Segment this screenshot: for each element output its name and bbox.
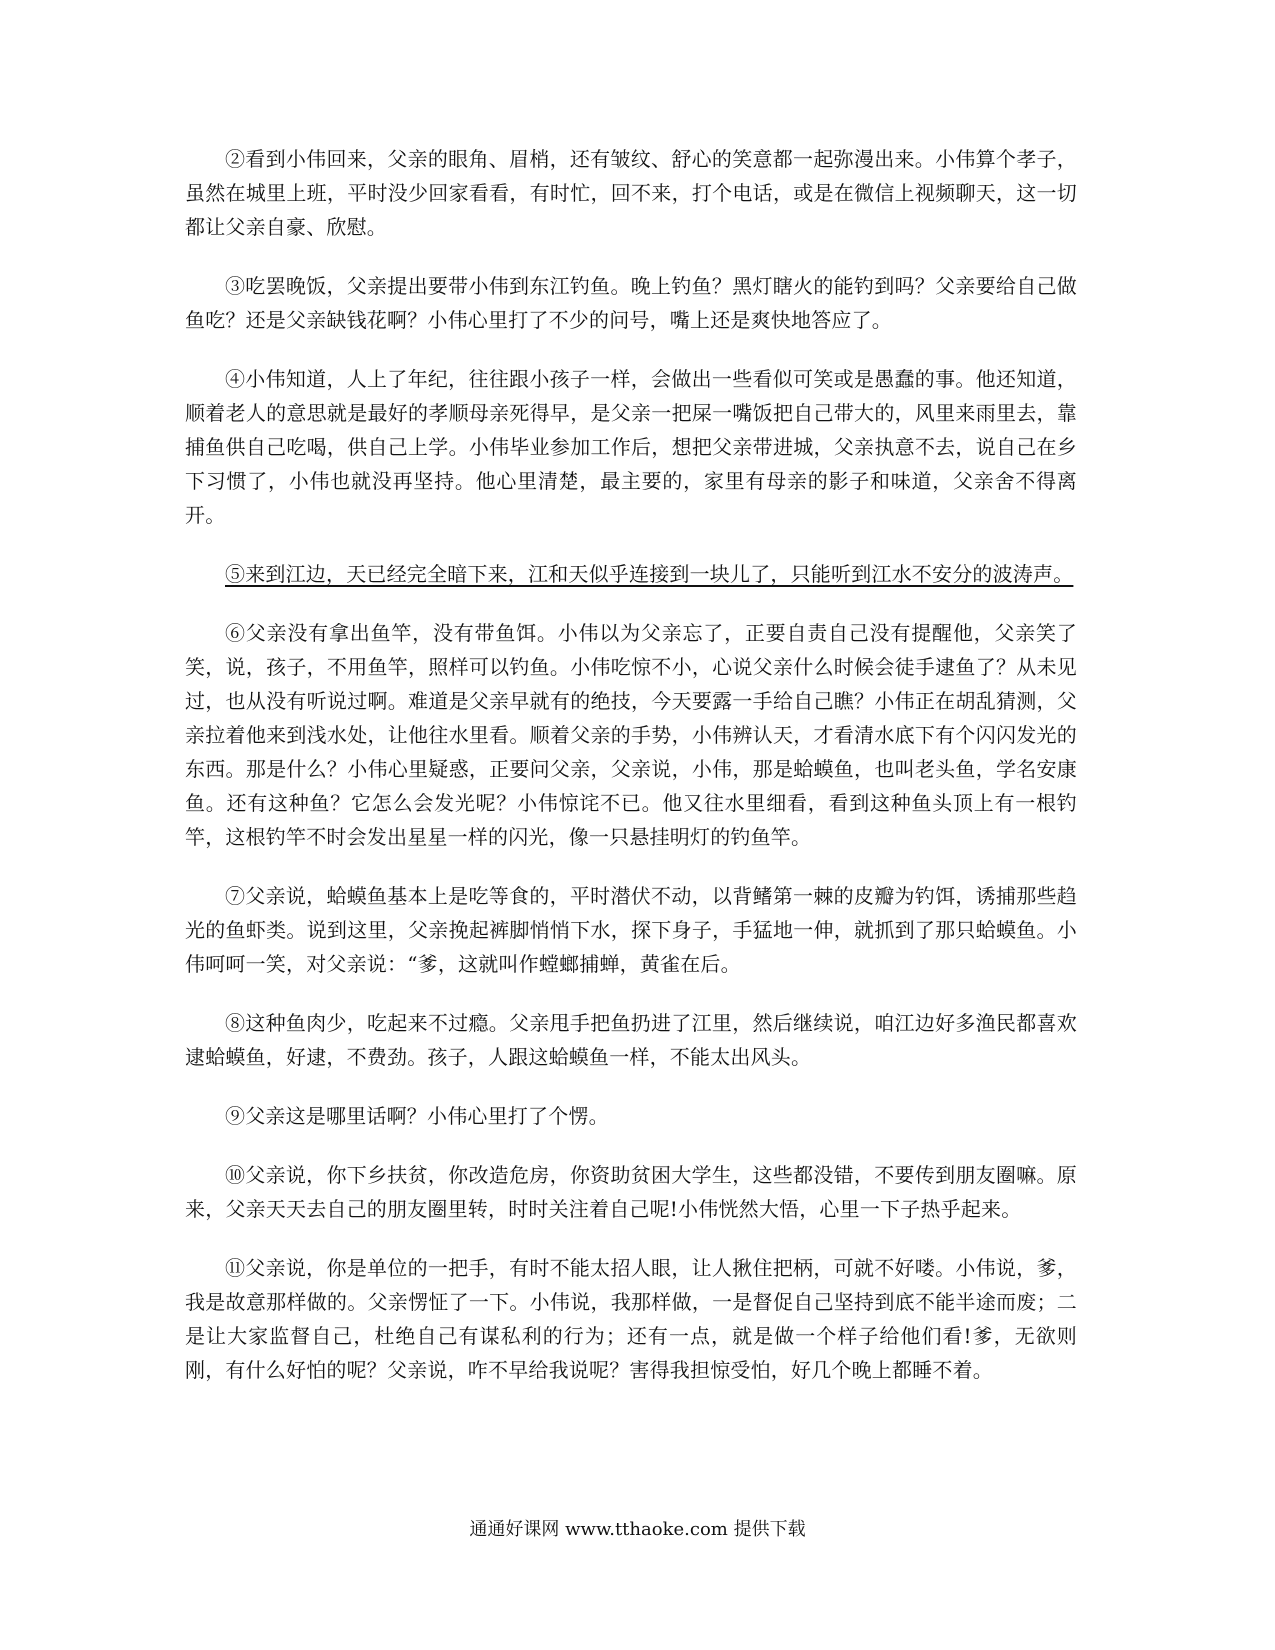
page-footer: 通通好课网 www.tthaoke.com 提供下载 bbox=[469, 1519, 806, 1540]
paragraph-5 bbox=[185, 557, 1077, 591]
paragraph-11: ⑪父亲说，你是单位的一把手，有时不能太招人眼，让人揪住把柄，可就不好喽。小伟说，爹，我是故意那样做的。父亲愣怔了一下。小伟说，我那样做，一是督促自己坚持到底不能半途而废；二是让大家监督自己，杜绝自己有谋私利的行为；还有一点，就是做一个样子给他们看!爹，无欲则刚，有什么好怕的呢？父亲说，咋不早给我说呢？害得我担惊受怕，好几个晚上都睡不着。 bbox=[185, 1256, 1077, 1382]
paragraph-2: ②看到小伟回来，父亲的眼角、眉梢，还有皱纹、舒心的笑意都一起弥漫出来。小伟算个孝子，虽然在城里上班，平时没少回家看看，有时忙，回不来，打个电话，或是在微信上视频聊天，这一切都让父亲自豪、欣慰。 bbox=[185, 147, 1077, 239]
paragraph-4: ④小伟知道，人上了年纪，往往跟小孩子一样，会做出一些看似可笑或是愚蠢的事。他还知道，顺着老人的意思就是最好的孝顺母亲死得早，是父亲一把屎一嘴饭把自己带大的，风里来雨里去，靠捕鱼供自己吃喝，供自己上学。小伟毕业参加工作后，想把父亲带进城，父亲执意不去，说自己在乡下习惯了，小伟也就没再坚持。他心里清楚，最主要的，家里有母亲的影子和味道，父亲舍不得离开。 bbox=[185, 367, 1077, 527]
paragraph-10: ⑩父亲说，你下乡扶贫，你改造危房，你资助贫困大学生，这些都没错，不要传到朋友圈嘛。原来，父亲天天去自己的朋友圈里转，时时关注着自己呢!小伟恍然大悟，心里一下子热乎起来。 bbox=[185, 1163, 1077, 1221]
paragraph-6: ⑥父亲没有拿出鱼竿，没有带鱼饵。小伟以为父亲忘了，正要自责自己没有提醒他，父亲笑了笑，说，孩子，不用鱼竿，照样可以钓鱼。小伟吃惊不小，心说父亲什么时候会徒手逮鱼了？从未见过，也从没有听说过啊。难道是父亲早就有的绝技，今天要露一手给自己瞧？小伟正在胡乱猜测，父亲拉着他来到浅水处，让他往水里看。顺着父亲的手势，小伟辨认天，才看清水底下有个闪闪发光的东西。那是什么？小伟心里疑惑，正要问父亲，父亲说，小伟，那是蛤蟆鱼，也叫老头鱼，学名安康鱼。还有这种鱼？它怎么会发光呢？小伟惊诧不已。他又往水里细看，看到这种鱼头顶上有一根钓竿，这根钓竿不时会发出星星一样的闪光，像一只悬挂明灯的钓鱼竿。 bbox=[185, 621, 1077, 849]
paragraph-9: ⑨父亲这是哪里话啊？小伟心里打了个愣。 bbox=[225, 1104, 609, 1128]
paragraph-8: ⑧这种鱼肉少，吃起来不过瘾。父亲甩手把鱼扔进了江里，然后继续说，咱江边好多渔民都喜欢逮蛤蟆鱼，好逮，不费劲。孩子，人跟这蛤蟆鱼一样，不能太出风头。 bbox=[185, 1011, 1077, 1069]
underlined-sentence: ⑤来到江边，天已经完全暗下来，江和天似乎连接到一块儿了，只能听到江水不安分的波涛声。 bbox=[225, 562, 1074, 586]
paragraph-3: ③吃罢晚饭，父亲提出要带小伟到东江钓鱼。晚上钓鱼？黑灯瞎火的能钓到吗？父亲要给自己做鱼吃？还是父亲缺钱花啊？小伟心里打了不少的问号，嘴上还是爽快地答应了。 bbox=[185, 274, 1077, 332]
paragraph-7: ⑦父亲说，蛤蟆鱼基本上是吃等食的，平时潜伏不动，以背鳍第一棘的皮瓣为钓饵，诱捕那些趋光的鱼虾类。说到这里，父亲挽起裤脚悄悄下水，探下身子，手猛地一伸，就抓到了那只蛤蟆鱼。小伟呵呵一笑，对父亲说：“爹，这就叫作螳螂捕蝉，黄雀在后。 bbox=[185, 884, 1077, 976]
article-body bbox=[185, 142, 1077, 1412]
